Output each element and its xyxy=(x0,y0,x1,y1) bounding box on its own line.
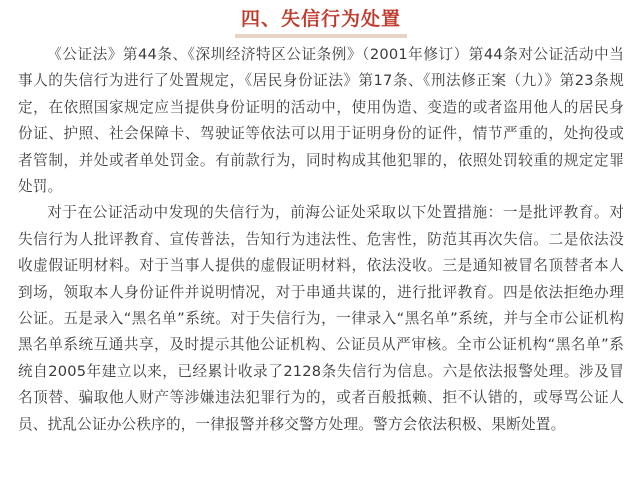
paragraph-legal-basis: 《公证法》第44条、《深圳经济特区公证条例》（2001年修订）第44条对公证活动中当事人的失信行为进行了处置规定，《居民身份证法》第17条、《刑法修正案（九）》第23条规定，在依照国家规定应当提供身份证明的活动中，使用伪造、变造的或者盗用他人的居民身份证、护照、社会保障卡、驾驶证等依法可以用于证明身份的证件，情节严重的，处拘役或者管制，并处或者单处罚金。有前款行为，同时构成其他犯罪的，依照处罚较重的规定定罪处罚。 xyxy=(18,46,624,196)
section-heading: 四、失信行为处置 xyxy=(235,6,407,38)
section-heading-container xyxy=(0,6,642,38)
article-body xyxy=(18,42,624,438)
paragraph-handling-measures: 对于在公证活动中发现的失信行为，前海公证处采取以下处置措施：一是批评教育。对失信行为人批评教育、宣传普法，告知行为违法性、危害性，防范其再次失信。二是依法没收虚假证明材料。对于当事人提供的虚假证明材料，依法没收。三是通知被冒名顶替者本人到场，领取本人身份证件并说明情况，对于串通共谋的，进行批评教育。四是依法拒绝办理公证。五是录入“黑名单”系统。对于失信行为，一律录入“黑名单”系统，并与全市公证机构黑名单系统互通共享，及时提示其他公证机构、公证员从严审核。全市公证机构“黑名单”系统自2005年建立以来，已经累计收录了2128条失信行为信息。六是依法报警处理。涉及冒名顶替、骗取他人财产等涉嫌违法犯罪行为的，或者百般抵赖、拒不认错的，或辱骂公证人员、扰乱公证办公秩序的，一律报警并移交警方处理。警方会依法积极、果断处置。 xyxy=(18,204,624,433)
